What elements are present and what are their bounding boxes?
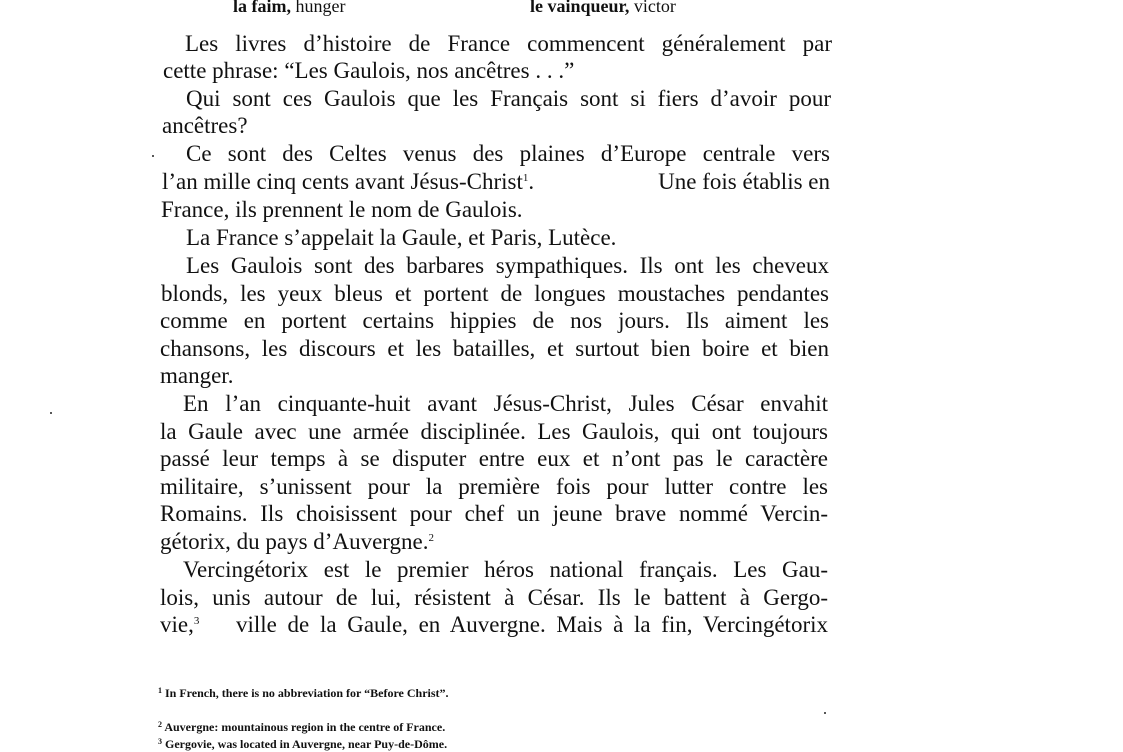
- text-fragment: l’an mille cinq cents avant Jésus-Christ: [162, 169, 523, 194]
- scan-speck: [50, 412, 52, 414]
- footnote-text: Gergovie, was located in Auvergne, near Puy-de-Dôme.: [165, 737, 448, 751]
- text-line: l’an mille cinq cents avant Jésus-Christ$^1$. Une fois établis en: [162, 169, 830, 194]
- text-line: blonds, les yeux bleus et portent de longues moustaches pendantes: [161, 281, 829, 306]
- text-fragment: vie,: [160, 612, 194, 637]
- text-line: militaire, s’unissent pour la première fois pour lutter contre les: [160, 474, 828, 499]
- vocab-gloss: hunger: [295, 0, 346, 16]
- vocab-word: la faim,: [233, 0, 291, 16]
- text-line: Vercingétorix est le premier héros national français. Les Gau-: [183, 557, 828, 582]
- footnote: [158, 686, 449, 701]
- text-line: Qui sont ces Gaulois que les Français sont si fiers d’avoir pour: [186, 86, 831, 111]
- text-line: Les Gaulois sont des barbares sympathiques. Ils ont les cheveux: [186, 253, 829, 278]
- footnote-mark: 3: [158, 737, 162, 746]
- text-line: La France s’appelait la Gaule, et Paris, Lutèce.: [186, 225, 617, 250]
- footnote-ref: 2: [428, 532, 434, 544]
- text-line: lois, unis autour de lui, résistent à César. Ils le battent à Gergo-: [160, 585, 828, 610]
- text-line: comme en portent certains hippies de nos jours. Ils aiment les: [160, 308, 829, 333]
- footnote-text: In French, there is no abbreviation for “Before Christ”.: [165, 686, 449, 700]
- vocab-entry: [530, 0, 676, 17]
- vocab-word: le vainqueur,: [530, 0, 630, 16]
- scan-speck: [824, 712, 826, 714]
- text-line: la Gaule avec une armée disciplinée. Les Gaulois, qui ont toujours: [160, 419, 828, 444]
- footnote-mark: 2: [158, 720, 162, 729]
- text-line: France, ils prennent le nom de Gaulois.: [161, 197, 523, 222]
- footnote-ref: 1: [522, 172, 529, 184]
- text-fragment: ville de la Gaule, en Auvergne. Mais à la fin, Vercingétorix: [236, 612, 828, 637]
- footnote-ref: 3: [193, 615, 200, 627]
- text-line: [160, 611, 828, 639]
- footnote-mark: 1: [158, 686, 162, 695]
- text-line: Les livres d’histoire de France commencent généralement par: [185, 31, 832, 56]
- footnote-text: Auvergne: mountainous region in the centre of France.: [164, 720, 446, 734]
- text-line: ancêtres?: [162, 113, 248, 138]
- text-line: cette phrase: “Les Gaulois, nos ancêtres . . .”: [163, 58, 575, 83]
- text-line: manger.: [160, 363, 234, 388]
- text-line: Ce sont des Celtes venus des plaines d’Europe centrale vers: [186, 141, 830, 166]
- vocab-entry: [233, 0, 345, 17]
- text-fragment: Une fois établis en: [658, 169, 830, 194]
- footnote: [158, 720, 445, 735]
- scan-speck: [152, 155, 154, 157]
- text-fragment: gétorix, du pays d’Auvergne.: [160, 529, 429, 554]
- text-line: En l’an cinquante-huit avant Jésus-Christ, Jules César envahit: [183, 391, 828, 416]
- vocab-gloss: victor: [633, 0, 676, 16]
- text-line: Romains. Ils choisissent pour chef un jeune brave nommé Vercin-: [160, 501, 828, 526]
- text-line: passé leur temps à se disputer entre eux et n’ont pas le caractère: [160, 446, 828, 471]
- text-line: chansons, les discours et les batailles, et surtout bien boire et bien: [160, 336, 829, 361]
- text-line: [160, 528, 830, 556]
